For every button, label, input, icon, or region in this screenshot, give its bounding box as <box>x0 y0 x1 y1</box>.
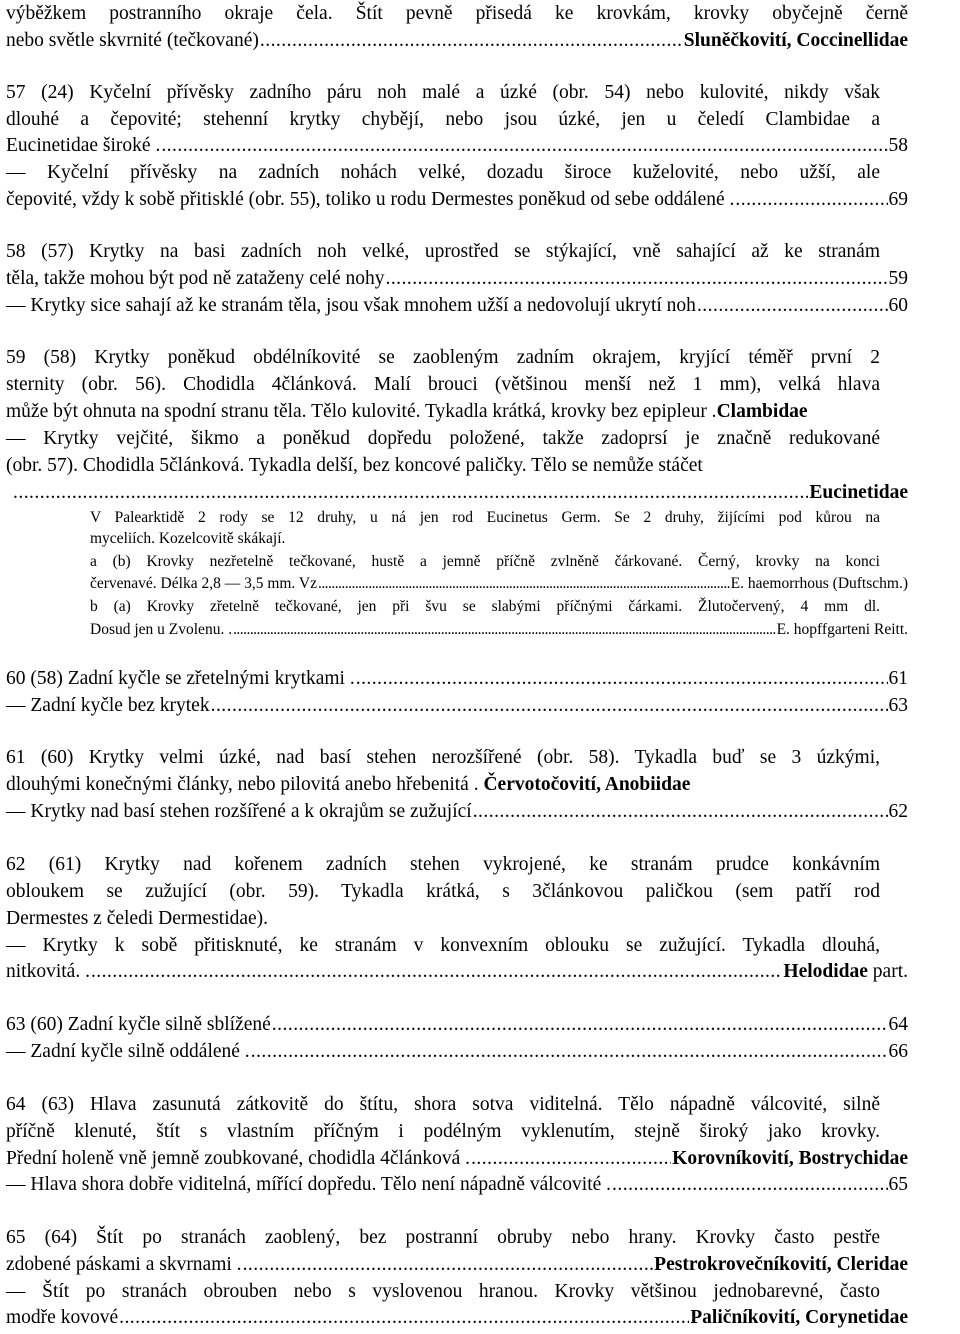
text-line: dlouhé a čepovité; stehenní krytky chybějí, nebo jsou úzké, jen u čeledí Clambidae a <box>6 109 880 130</box>
key-text: zdobené páskami a skvrnami . <box>6 1254 242 1275</box>
couplet-number: 63 <box>888 695 908 716</box>
couplet-number: 61 <box>888 668 908 689</box>
leader-dots <box>243 1252 654 1278</box>
leader-dots <box>356 666 888 692</box>
key-line <box>6 1039 908 1065</box>
leader-dots <box>233 619 775 640</box>
leader-dots <box>91 959 782 985</box>
family-name: Červotočovití, Anobiidae <box>483 774 691 795</box>
leader-dots <box>272 1012 888 1038</box>
leader-dots <box>161 133 887 159</box>
family-name: Eucinetidae <box>809 482 908 503</box>
key-line <box>6 399 956 425</box>
key-line <box>6 959 908 985</box>
text-line: (obr. 57). Chodidla 5článková. Tykadla delší, bez koncové paličky. Tělo se nemůže stáčet <box>6 455 703 476</box>
family-name: Pestrokrovečníkovití, Cleridae <box>654 1254 908 1275</box>
key-line <box>6 293 908 319</box>
leader-dots <box>697 293 888 319</box>
note-text: Dosud jen u Zvolenu. . <box>90 621 233 638</box>
key-text: Přední holeně vně jemně zoubkované, chodidla 4článková . <box>6 1148 471 1169</box>
key-text: Eucinetidae široké . <box>6 135 161 156</box>
key-line <box>6 666 908 692</box>
leader-dots <box>260 28 683 54</box>
couplet-number: 60 <box>888 295 908 316</box>
text-line: — Kyčelní přívěsky na zadních nohách velké, dozadu široce kuželovité, nebo užší, ale <box>6 162 880 183</box>
family-name: Helodidae <box>783 961 868 982</box>
leader-dots <box>385 266 887 292</box>
key-text: 63 (60) Zadní kyčle silně sblížené <box>6 1014 271 1035</box>
couplet-number: 65 <box>888 1174 908 1195</box>
couplet-number: 66 <box>888 1041 908 1062</box>
key-line <box>6 28 908 54</box>
leader-dots <box>13 480 808 506</box>
key-text: dlouhými konečnými články, nebo pilovitá anebo hřebenitá . <box>6 774 479 795</box>
text-line: 58 (57) Krytky na basi zadních noh velké, uprostřed se stýkající, vně sahající až ke stranám <box>6 241 880 262</box>
couplet-number: 62 <box>888 801 908 822</box>
text-line: — Krytky vejčité, šikmo a poněkud dopředu položené, takže zadoprsí je značně redukované <box>6 428 880 449</box>
note-line <box>90 573 908 594</box>
text-line: — Štít po stranách obrouben nebo s vyslovenou hranou. Krovky většinou jednobarevné, často <box>6 1281 880 1302</box>
key-line <box>6 1252 908 1278</box>
family-name: Korovníkovití, Bostrychidae <box>672 1148 908 1169</box>
key-line <box>12 480 908 506</box>
key-text: 60 (58) Zadní kyčle se zřetelnými krytkami . <box>6 668 355 689</box>
note-text: červenavé. Délka 2,8 — 3,5 mm. Vz <box>90 575 317 592</box>
text-line: 64 (63) Hlava zasunutá zátkovitě do štítu, shora sotva viditelná. Tělo nápadně válcovité, silně <box>6 1094 880 1115</box>
key-text: nebo světle skvrnité (tečkované) <box>6 30 259 51</box>
leader-dots <box>251 1039 888 1065</box>
family-name: Sluněčkovití, Coccinellidae <box>683 30 908 51</box>
leader-dots <box>473 799 888 825</box>
key-line <box>6 1146 908 1172</box>
leader-dots <box>119 1305 689 1331</box>
key-line <box>6 187 908 213</box>
leader-dots <box>211 693 888 719</box>
text-line: příčně klenuté, štít s vlastním příčným i podélným vyklenutím, stejně široký jako krovky. <box>6 1121 880 1142</box>
text-line: 62 (61) Krytky nad kořenem zadních stehen vykrojené, ke stranám prudce konkávním <box>6 854 880 875</box>
leader-dots <box>318 573 730 594</box>
key-text: — Hlava shora dobře viditelná, mířící dopředu. Tělo není nápadně válcovité . <box>6 1174 612 1195</box>
note-line: V Palearktidě 2 rody se 12 druhy, u ná jen rod Eucinetus Germ. Se 2 druhy, žijícími pod kůrou na <box>90 509 880 526</box>
key-line <box>6 1305 908 1331</box>
note-line <box>90 619 908 640</box>
text-line: výběžkem postranního okraje čela. Štít pevně přisedá ke krovkám, krovky obyčejně černě <box>6 3 908 24</box>
text-line: sternity (obr. 56). Chodidla 4článková. Malí brouci (většinou menší než 1 mm), velká hlava <box>6 374 880 395</box>
text-line: Dermestes z čeledi Dermestidae). <box>6 908 269 929</box>
key-line <box>6 133 908 159</box>
key-line <box>6 266 908 292</box>
key-line <box>6 1172 908 1198</box>
key-text: — Zadní kyčle bez krytek <box>6 695 210 716</box>
couplet-number: 59 <box>888 268 908 289</box>
text-line: obloukem se zužující (obr. 59). Tykadla krátká, s 3článkovou paličkou (sem patří rod <box>6 881 880 902</box>
note-line: a (b) Krovky nezřetelně tečkované, hustě a jemně příčně zvlněně čárkované. Černý, krovky na konci <box>90 553 880 570</box>
key-text: — Zadní kyčle silně oddálené . <box>6 1041 250 1062</box>
key-text: — Krytky nad basí stehen rozšířené a k okrajům se zužující <box>6 801 472 822</box>
family-name: Clambidae <box>716 401 808 422</box>
note-line: myceliích. Kozelcovitě skákají. <box>90 530 286 547</box>
family-suffix: part. <box>867 961 908 982</box>
text-line: 59 (58) Krytky poněkud obdélníkovité se zaobleným zadním okrajem, kryjící téměř první 2 <box>6 347 880 368</box>
key-line <box>6 799 908 825</box>
species-name: E. hopffgarteni Reitt. <box>776 621 908 638</box>
key-text: může být ohnuta na spodní stranu těla. Tělo kulovité. Tykadla krátká, krovky bez epipleur . <box>6 401 717 422</box>
key-text: těla, takže mohou být pod ně zataženy celé nohy <box>6 268 385 289</box>
couplet-number: 58 <box>888 135 908 156</box>
key-text: — Krytky sice sahají až ke stranám těla, jsou však mnohem užší a nedovolují ukrytí noh <box>6 295 696 316</box>
leader-dots <box>471 1146 671 1172</box>
couplet-number: 64 <box>888 1014 908 1035</box>
key-line <box>6 772 690 798</box>
text-line: — Krytky k sobě přitisknuté, ke stranám v konvexním oblouku se zužující. Tykadla dlouhá, <box>6 935 880 956</box>
leader-dots <box>735 187 887 213</box>
leader-dots <box>612 1172 887 1198</box>
couplet-number: 69 <box>888 189 908 210</box>
key-text: čepovité, vždy k sobě přitisklé (obr. 55), toliko u rodu Dermestes poněkud od sebe oddálené . <box>6 189 735 210</box>
key-line <box>6 693 908 719</box>
text-line: 65 (64) Štít po stranách zaoblený, bez postranní obruby nebo hrany. Krovky často pestře <box>6 1227 880 1248</box>
text-line: 57 (24) Kyčelní přívěsky zadního páru noh malé a úzké (obr. 54) nebo kulovité, nikdy však <box>6 82 880 103</box>
family-name: Paličníkovití, Corynetidae <box>690 1307 908 1328</box>
key-line <box>6 1012 908 1038</box>
key-text: modře kovové <box>6 1307 119 1328</box>
key-text: nitkovitá. . <box>6 961 90 982</box>
note-line: b (a) Krovky zřetelně tečkované, jen při švu se slabými příčnými čárkami. Žlutočervený, 4 mm dl. <box>90 598 880 615</box>
text-line: 61 (60) Krytky velmi úzké, nad basí stehen nerozšířené (obr. 58). Tykadla buď se 3 úzkými, <box>6 747 880 768</box>
species-name: E. haemorrhous (Duftschm.) <box>730 575 908 592</box>
